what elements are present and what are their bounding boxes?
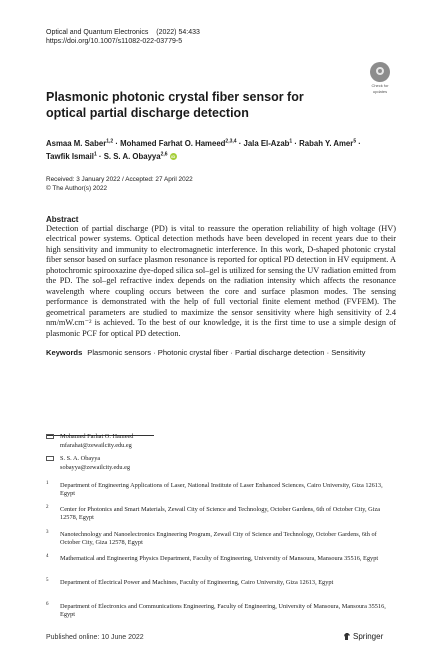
abstract-heading: Abstract bbox=[46, 215, 79, 224]
author-name[interactable]: Mohamed Farhat O. Hameed bbox=[120, 139, 226, 148]
journal-citation: (2022) 54:433 bbox=[156, 29, 200, 36]
author-separator: · bbox=[236, 139, 244, 148]
springer-logo[interactable] bbox=[343, 632, 383, 641]
author-separator: · bbox=[292, 139, 300, 148]
author-separator: · bbox=[96, 152, 104, 161]
publisher-name: Springer bbox=[353, 632, 384, 641]
author-affiliation-ref: 5 bbox=[353, 138, 357, 145]
envelope-icon bbox=[46, 456, 54, 461]
affiliation-text: Department of Electronics and Communications Engineering, Faculty of Engineering, University of Mansoura, Mansoura 35516, Egypt bbox=[60, 603, 386, 619]
affiliation-number: 6 bbox=[46, 602, 49, 607]
affiliation-text: Mathematical and Engineering Physics Department, Faculty of Engineering, University of Mansoura, Mansoura 35516, Egypt bbox=[60, 555, 379, 562]
author-name[interactable]: Asmaa M. Saber bbox=[46, 139, 107, 148]
check-for-updates-badge[interactable] bbox=[366, 62, 394, 96]
journal-header bbox=[46, 28, 206, 46]
abstract-body: Detection of partial discharge (PD) is vital to reassure the operation reliability of high voltage (HV) electrical power systems. Optical detection methods have been developed in recent years due to their high sensitivity and immunity to electromagnetic interference. In this work, D-shaped photonic crystal fiber sensor based on surface plasmon resonance is reported for optical PD detection in HV equipment. A photochromic spirooxazine dye-doped silica sol–gel is utilized for sensing the UV radiation emitted from the PD. The sol–gel refractive index depends on the radiation intensity which affects the resonance wavelength where coupling occurs between the core and surface plasmon modes. The sensing performance is demonstrated with the help of full vectorial finite element method (FVFEM). The geometrical parameters are studied to maximize the sensor sensitivity where high sensitivity of 2.4 nm/mW.cm⁻² is achieved. To the best of our knowledge, it is the first time to use a simple design of plasmonic PCF for optical PD detection. bbox=[46, 224, 396, 338]
affiliation-number: 1 bbox=[46, 481, 49, 486]
correspondence-email[interactable]: sobayya@zewailcity.edu.eg bbox=[60, 464, 131, 471]
author-name[interactable]: S. S. A. Obayya bbox=[103, 152, 161, 161]
affiliation-text: Department of Electrical Power and Machines, Faculty of Engineering, Cairo University, Giza 12613, Egypt bbox=[60, 579, 334, 586]
affiliation-number: 2 bbox=[46, 505, 49, 510]
author-affiliation-ref: 1,2 bbox=[106, 138, 114, 145]
affiliation-number: 5 bbox=[46, 578, 49, 583]
author-name[interactable]: Jala El-Azab bbox=[243, 139, 290, 148]
author-list bbox=[46, 137, 396, 163]
author-affiliation-ref: 2,6 bbox=[160, 151, 168, 158]
affiliation-text: Department of Engineering Applications of Laser, National Institute of Laser Enhanced Sciences, Cairo University, Giza 12613, Egypt bbox=[60, 482, 383, 498]
affiliation-text: Nanotechnology and Nanoelectronics Engineering Program, Zewail City of Science and Technology, October Gardens, 6th of October City, Giza 12578, Egypt bbox=[60, 531, 377, 547]
envelope-icon bbox=[46, 434, 54, 439]
author-affiliation-ref: 1 bbox=[93, 151, 97, 158]
keywords-text: Plasmonic sensors · Photonic crystal fiber · Partial discharge detection · Sensitivity bbox=[87, 348, 366, 357]
received-accepted-dates: Received: 3 January 2022 / Accepted: 27 April 2022 bbox=[46, 176, 193, 183]
correspondence-name: Mohamed Farhat O. Hameed bbox=[60, 433, 134, 440]
badge-label-2: updates bbox=[372, 89, 388, 94]
affiliation-number: 4 bbox=[46, 554, 49, 559]
check-updates-icon bbox=[370, 62, 390, 82]
keywords bbox=[46, 348, 396, 359]
correspondence-email[interactable]: mfarahat@zewailcity.edu.eg bbox=[60, 442, 132, 449]
affiliation-text: Center for Photonics and Smart Materials, Zewail City of Science and Technology, October Gardens, 6th of October City, Giza 12578, Egypt bbox=[60, 506, 381, 522]
article-dates bbox=[46, 175, 193, 193]
journal-name: Optical and Quantum Electronics bbox=[46, 29, 149, 36]
author-separator: · bbox=[113, 139, 121, 148]
author-affiliation-ref: 1 bbox=[289, 138, 293, 145]
author-name[interactable]: Tawfik Ismail bbox=[46, 152, 94, 161]
doi-link[interactable]: https://doi.org/10.1007/s11082-022-03779-5 bbox=[46, 38, 183, 45]
author-separator: · bbox=[356, 139, 361, 148]
keywords-label: Keywords bbox=[46, 348, 83, 357]
springer-horse-icon bbox=[343, 632, 351, 641]
badge-label-1: Check for bbox=[371, 83, 389, 88]
paper-title: Plasmonic photonic crystal fiber sensor for optical partial discharge detection bbox=[46, 90, 304, 120]
affiliation-number: 3 bbox=[46, 530, 49, 535]
author-name[interactable]: Rabah Y. Amer bbox=[299, 139, 354, 148]
published-online-date: Published online: 10 June 2022 bbox=[46, 634, 144, 641]
author-affiliation-ref: 2,3,4 bbox=[225, 138, 237, 145]
copyright-line: © The Author(s) 2022 bbox=[46, 185, 108, 192]
orcid-icon[interactable]: iD bbox=[171, 154, 176, 160]
correspondence-name: S. S. A. Obayya bbox=[60, 455, 101, 462]
